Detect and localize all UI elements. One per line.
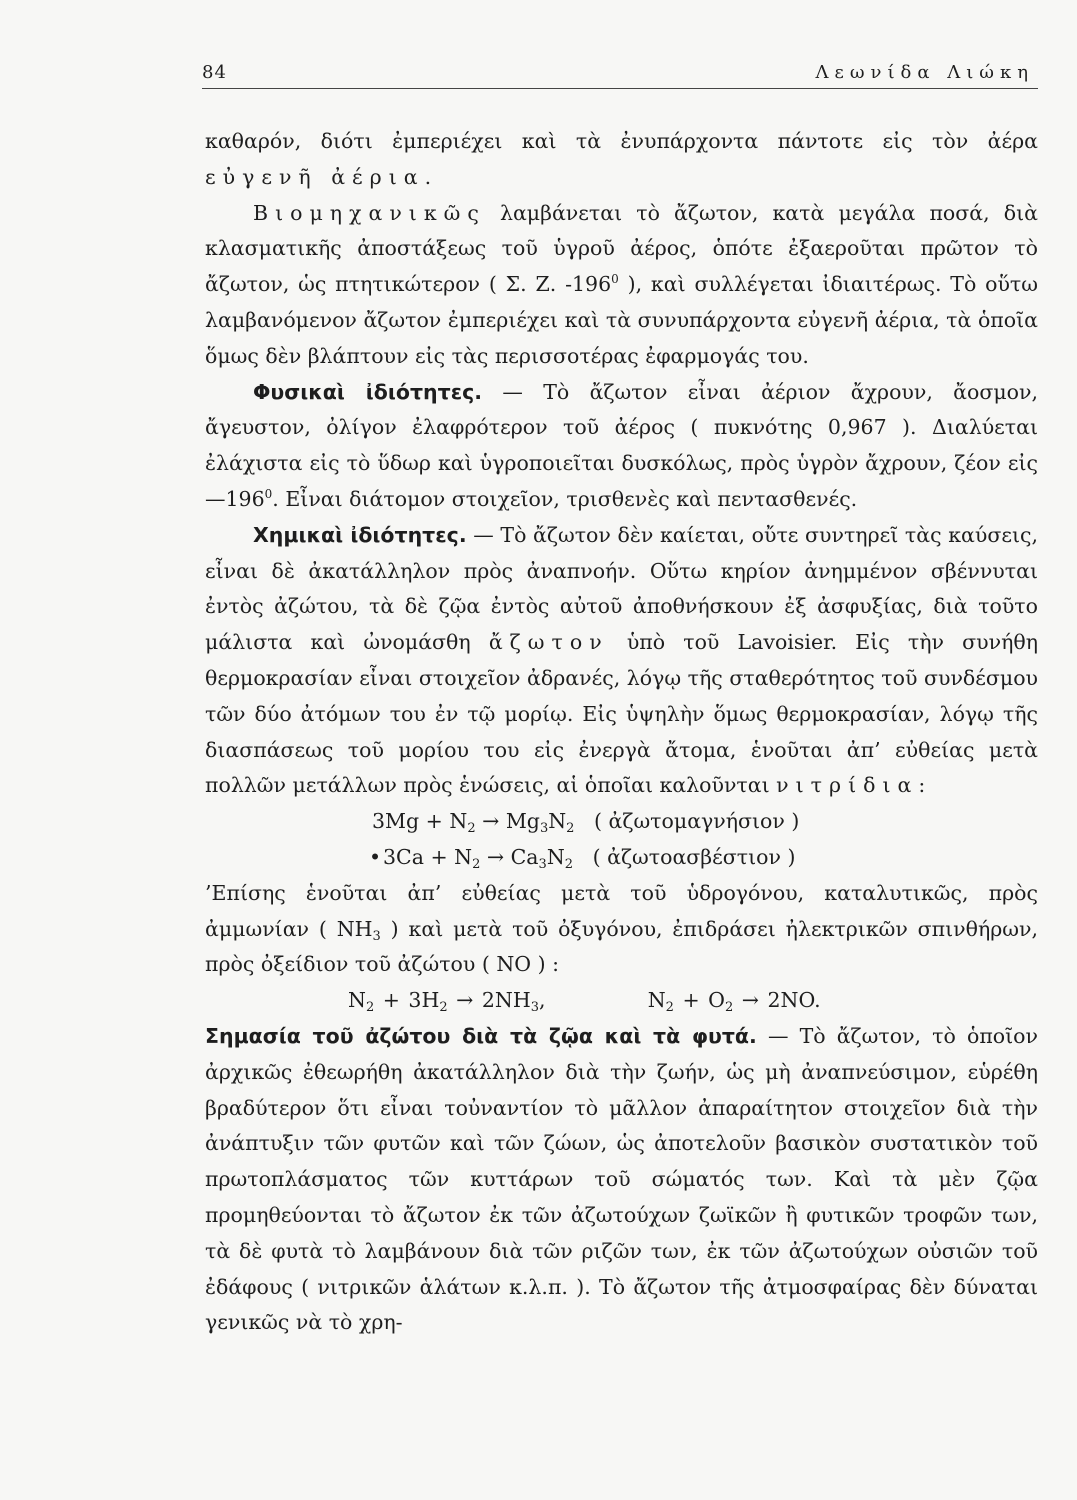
page-body bbox=[205, 124, 1038, 1341]
paragraph-industrial: Βιομηχανικῶς λαμβάνεται τὸ ἄζωτον, κατὰ μεγάλα ποσά, διὰ κλασματικῆς ἀποστάξεως τοῦ ὑγροῦ ἀέρος, ὁπότε ἐξαεροῦται πρῶτον τὸ ἄζωτον, ὡς πτητικώτερον ( Σ. Ζ. $-196^0$ ), καὶ συλλέγεται ἰδιαιτέρως. Τὸ οὕτω λαμβανόμενον ἄζωτον ἐμπεριέχει καὶ τὰ συνυπάρχοντα εὐγενῆ ἀέρια, τὰ ὁποῖα ὅμως δὲν βλάπτουν εἰς τὰς περισσοτέρας ἐφαρμογάς του. bbox=[205, 200, 1038, 368]
page-header bbox=[202, 58, 1038, 89]
section-heading: Φυσικαὶ ἰδιότητες. bbox=[253, 379, 483, 404]
margin-mark: • bbox=[369, 844, 382, 869]
paragraph-continued: καθαρόν, διότι ἐμπεριέχει καὶ τὰ ἐνυπάρχοντα πάντοτε εἰς τὸν ἀέρα εὐγενῆ ἀέρια. bbox=[205, 129, 1038, 189]
paragraph-chemical-properties: Χημικαὶ ἰδιότητες. — Τὸ ἄζωτον δὲν καίεται, οὔτε συντηρεῖ τὰς καύσεις, εἶναι δὲ ἀκατάλληλον πρὸς ἀναπνοήν. Οὕτω κηρίον ἀνημμένον σβέννυται ἐντὸς ἀζώτου, τὰ δὲ ζῷα ἐντὸς αὐτοῦ ἀποθνήσκουν ἐξ ἀσφυξίας, διὰ τοῦτο μάλιστα καὶ ὠνομάσθη ἄζωτον ὑπὸ τοῦ Lavoisier. Εἰς τὴν συνήθη θερμοκρασίαν εἶναι στοιχεῖον ἀδρανές, λόγῳ τῆς σταθερότητος τοῦ συνδέσμου τῶν δύο ἀτόμων του ἐν τῷ μορίῳ. Εἰς ὑψηλὴν ὅμως θερμοκρασίαν, λόγῳ τῆς διασπάσεως τοῦ μορίου του εἰς ἐνεργὰ ἄτομα, ἑνοῦται ἀπ’ εὐθείας μετὰ πολλῶν μετάλλων πρὸς ἑνώσεις, αἱ ὁποῖαι καλοῦνται νιτρίδια: bbox=[205, 522, 1038, 798]
paragraph-hydrogen-oxygen: ’Επίσης ἑνοῦται ἀπ’ εὐθείας μετὰ τοῦ ὑδρογόνου, καταλυτικῶς, πρὸς ἀμμωνίαν ( $NH_3$ ) καὶ μετὰ τοῦ ὀξυγόνου, ἐπιδράσει ἠλεκτρικῶν σπινθήρων, πρὸς ὀξείδιον τοῦ ἀζώτου ( NO ) : bbox=[205, 880, 1039, 977]
spaced-term: νιτρίδια bbox=[776, 773, 919, 798]
page-number: 84 bbox=[202, 62, 227, 83]
paragraph-physical-properties: Φυσικαὶ ἰδιότητες. — Τὸ ἄζωτον εἶναι ἀέριον ἄχρουν, ἄοσμον, ἄγευστον, ὀλίγον ἐλαφρότερον τοῦ ἀέρος ( πυκνότης 0,967 ). Διαλύεται ἐλάχιστα εἰς τὸ ὕδωρ καὶ ὑγροποιεῖται δυσκόλως, πρὸς ὑγρὸν ἄχρουν, ζέον εἰς $—196^0$. Εἶναι διάτομον στοιχεῖον, τρισθενὲς καὶ πεντασθενές. bbox=[205, 379, 1039, 511]
section-heading: Σημασία τοῦ ἀζώτου διὰ τὰ ζῷα καὶ τὰ φυτά. bbox=[205, 1023, 757, 1048]
section-heading: Χημικαὶ ἰδιότητες. bbox=[253, 522, 467, 547]
chemical-equation: $3Mg + N_2 \to Mg_3N_2$ ( ἀζωτομαγνήσιον ) bbox=[372, 809, 800, 837]
spaced-term: ἄζωτον bbox=[488, 630, 609, 655]
spaced-term: Βιομηχανικῶς bbox=[253, 200, 486, 225]
spaced-term: εὐγενῆ ἀέρια. bbox=[205, 164, 439, 189]
running-title: Λεωνίδα Λιώκη bbox=[815, 62, 1034, 83]
chemical-equation: $N_2 + 3H_2 \to 2NH_3$, $N_2 + O_2 \to 2NO$. bbox=[348, 988, 821, 1016]
chemical-equation: •3Ca + $N_2 \to Ca_3N_2$ ( ἀζωτοασβέστιον ) bbox=[205, 840, 1038, 876]
paragraph-significance: Σημασία τοῦ ἀζώτου διὰ τὰ ζῷα καὶ τὰ φυτά. — Τὸ ἄζωτον, τὸ ὁποῖον ἀρχικῶς ἐθεωρήθη ἀκατάλληλον διὰ τὴν ζωήν, ὡς μὴ ἀναπνεύσιμον, εὑρέθη βραδύτερον ὅτι εἶναι τοὐναντίον τὸ μᾶλλον ἀπαραίτητον στοιχεῖον διὰ τὴν ἀνάπτυξιν τῶν φυτῶν καὶ τῶν ζώων, ὡς ἀποτελοῦν βασικὸν συστατικὸν τοῦ πρωτοπλάσματος τῶν κυττάρων τοῦ σώματός των. Καὶ τὰ μὲν ζῷα προμηθεύονται τὸ ἄζωτον ἐκ τῶν ἀζωτούχων ζωϊκῶν ἢ φυτικῶν τροφῶν των, τὰ δὲ φυτὰ τὸ λαμβάνουν διὰ τῶν ριζῶν των, ἐκ τῶν ἀζωτούχων οὐσιῶν τοῦ ἐδάφους ( νιτρικῶν ἁλάτων κ.λ.π. ). Τὸ ἄζωτον τῆς ἀτμοσφαίρας δὲν δύναται γενικῶς νὰ τὸ χρη- bbox=[205, 1023, 1038, 1335]
